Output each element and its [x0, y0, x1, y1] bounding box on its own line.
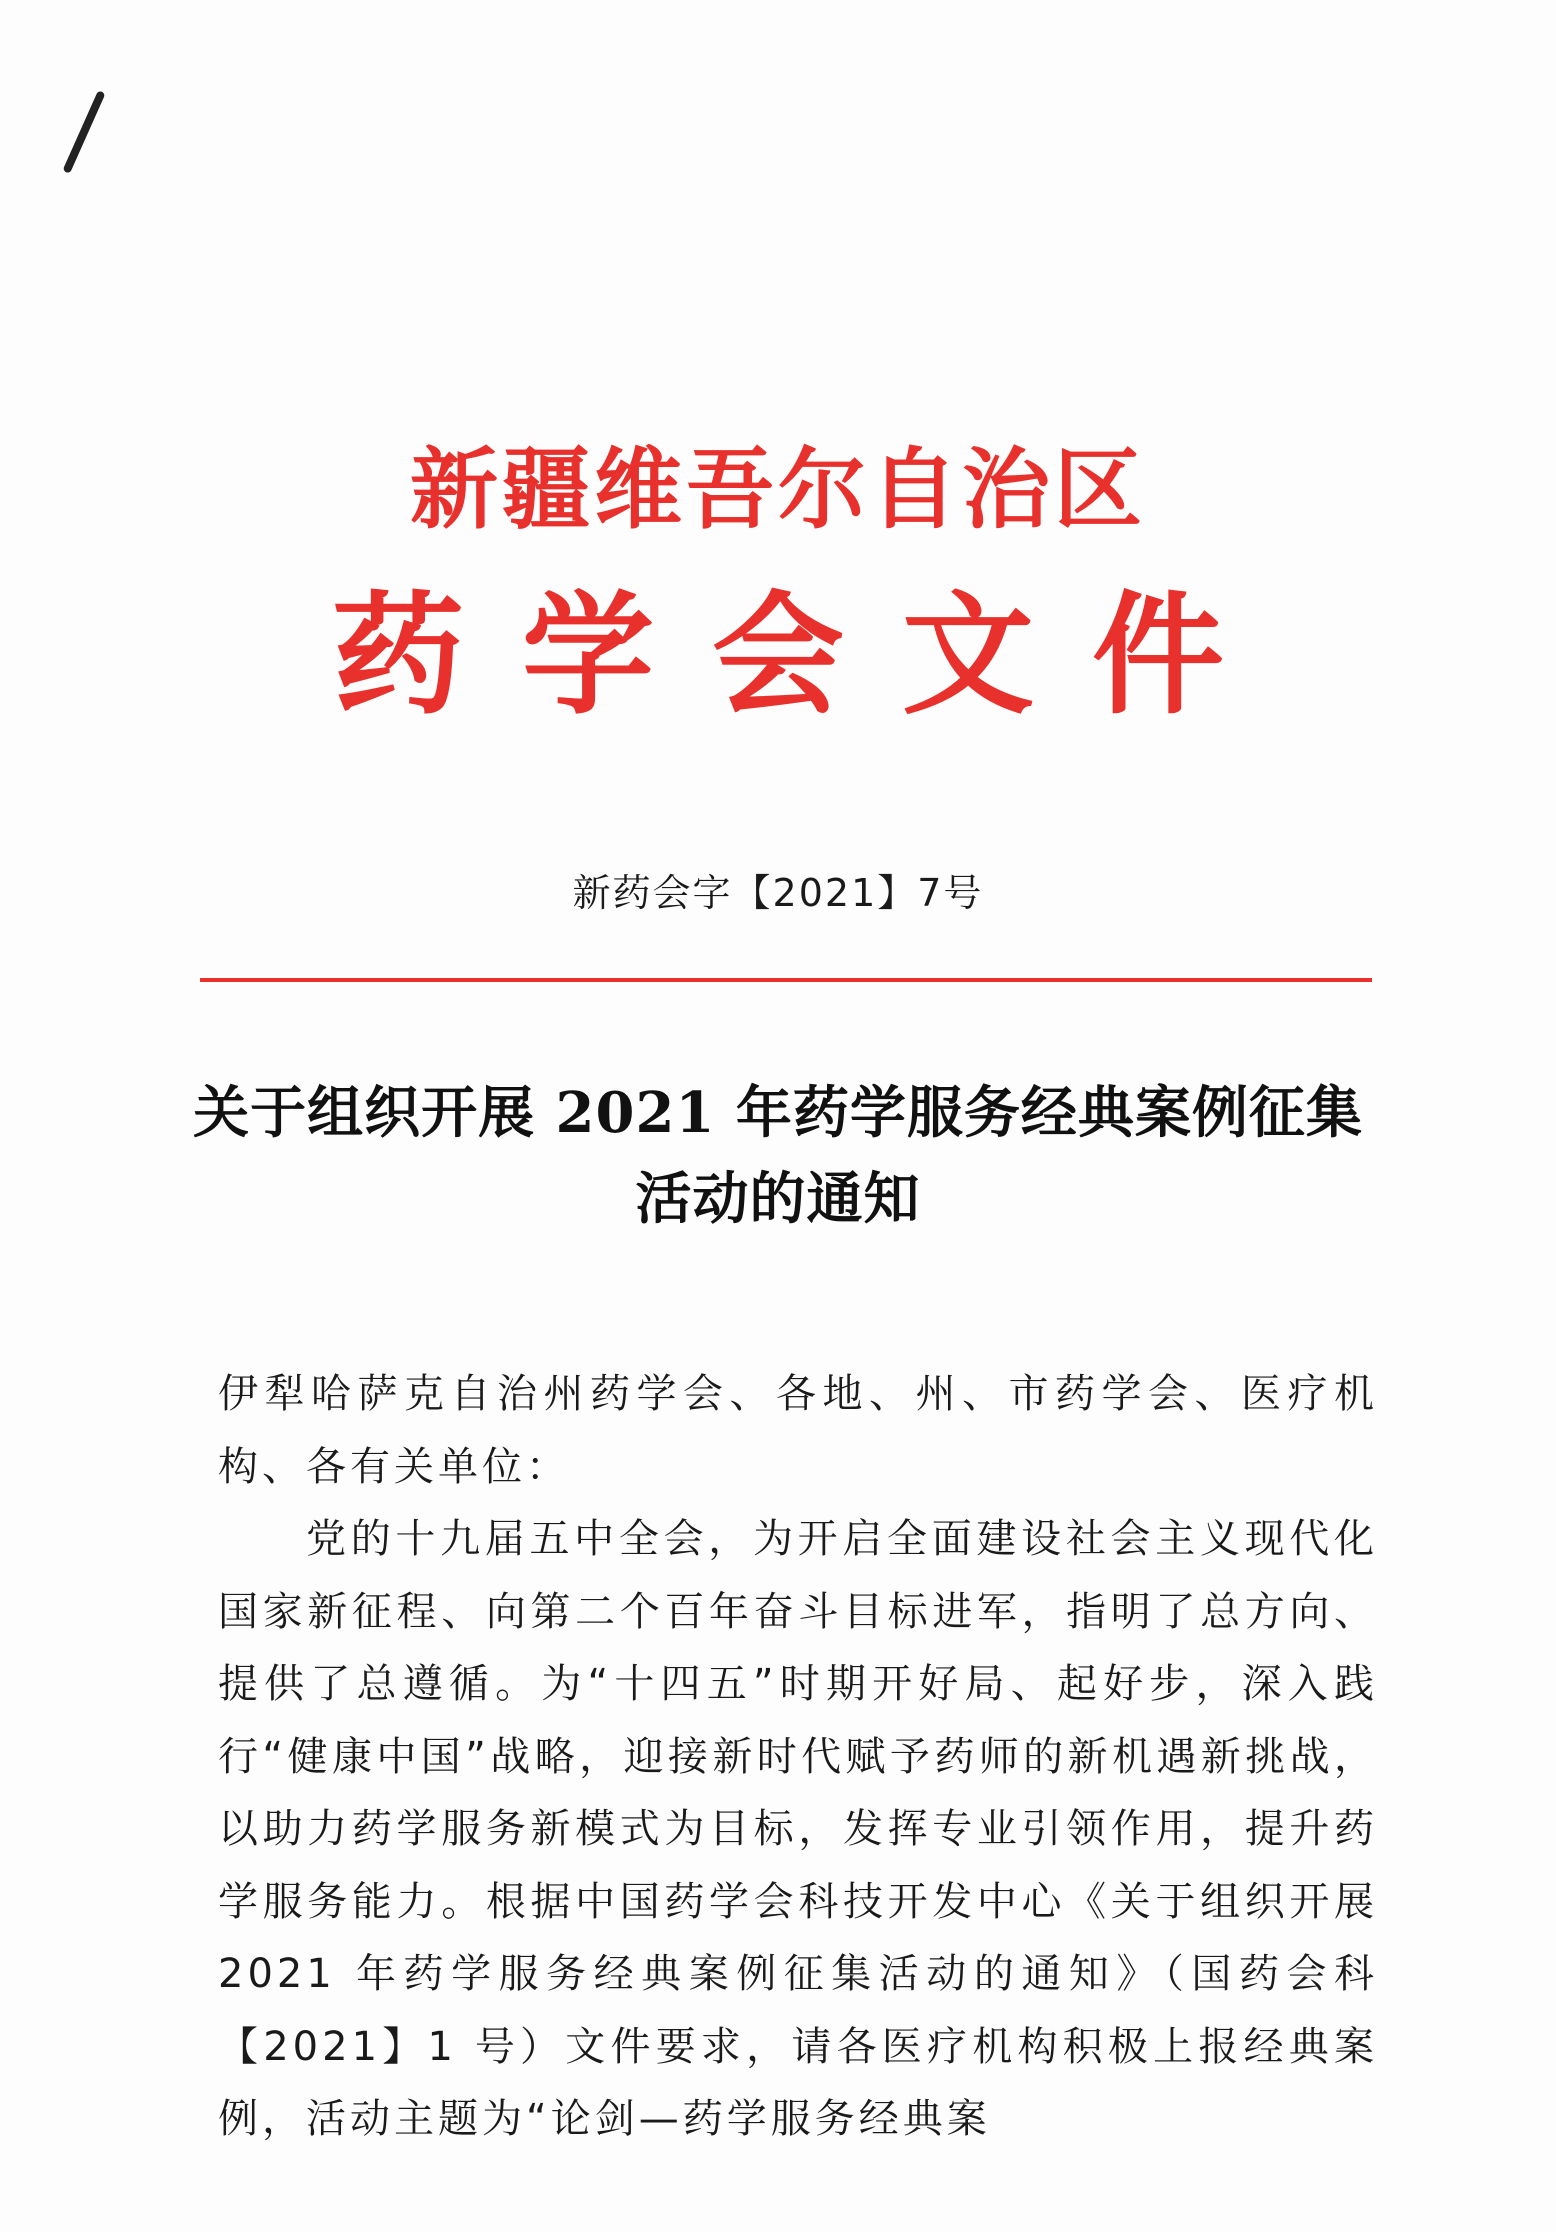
document-title [0, 1070, 1556, 1242]
body-paragraph: 党的十九届五中全会，为开启全面建设社会主义现代化国家新征程、向第二个百年奋斗目标进军，指明了总方向、提供了总遵循。为“十四五”时期开好局、起好步，深入践行“健康中国”战略，迎接新时代赋予药师的新机遇新挑战，以助力药学服务新模式为目标，发挥专业引领作用，提升药学服务能力。根据中国药学会科技开发中心《关于组织开展 2021 年药学服务经典案例征集活动的通知》（国药会科【2021】1 号）文件要求，请各医疗机构积极上报经典案例，活动主题为“论剑—药学服务经典案 [218, 1516, 1378, 2142]
document-body [218, 1358, 1378, 2156]
issuer-region: 新疆维吾尔自治区 [409, 437, 1146, 541]
salutation: 伊犁哈萨克自治州药学会、各地、州、市药学会、医疗机构、各有关单位： [218, 1371, 1378, 1490]
pen-mark [62, 90, 105, 174]
document-number: 新药会字【2021】7号 [572, 871, 984, 915]
title-line-2: 活动的通知 [635, 1166, 921, 1232]
red-divider [200, 978, 1372, 982]
title-line-1: 关于组织开展 2021 年药学服务经典案例征集 [193, 1080, 1363, 1146]
issuer-document-heading: 药学会文件 [332, 578, 1282, 733]
